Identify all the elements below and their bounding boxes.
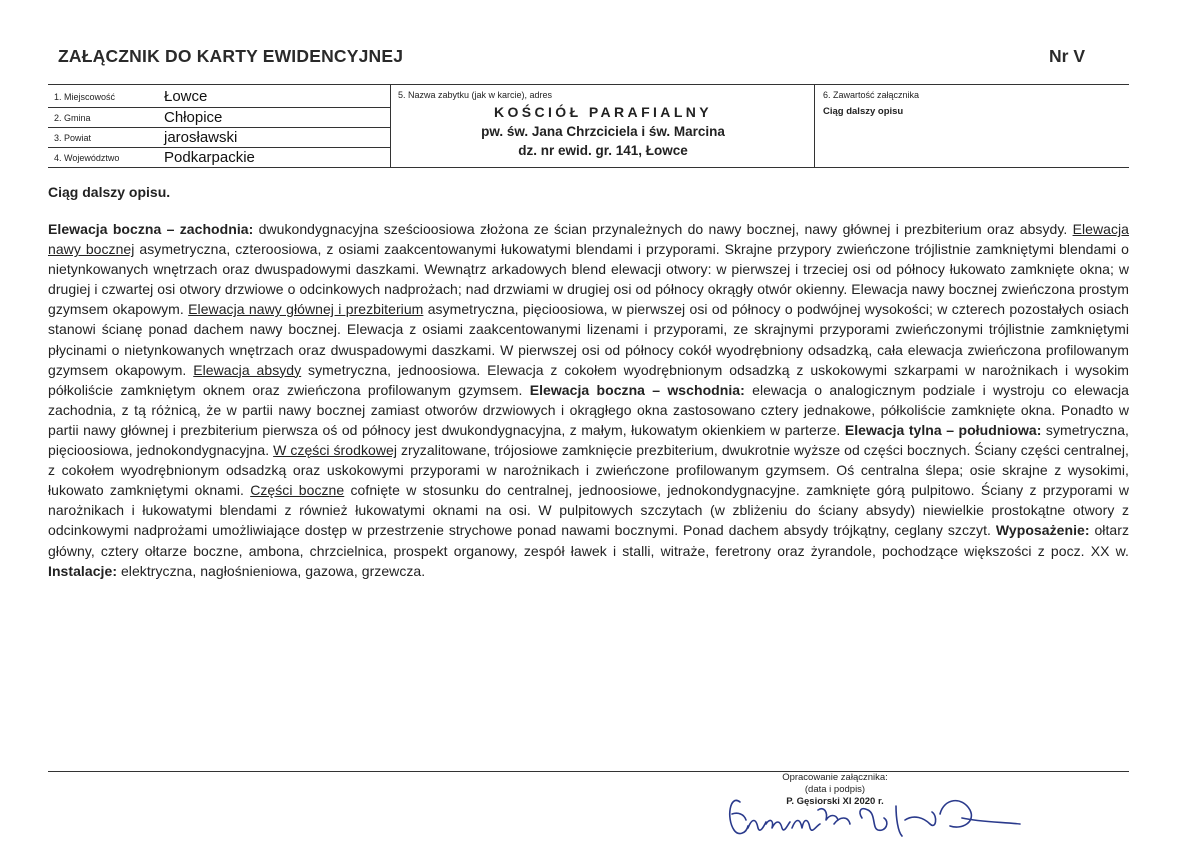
description-segment: elewacja o analogicznym podziale i wystroju co elewacja zachodnia, z tą różnicą, że w partii nawy bocznej zamiast otworów drzwiowych i okrągłego okna zastosowano cztery jednakowe, półkoliście zamknięte okna. Ponadto w partii nawy głównej i prezbiterium pierwsza oś od północy jest dwukondygnacyjna, z małym, łukowatym okienkiem w parterze.	[48, 381, 1129, 438]
header-table	[48, 84, 1129, 168]
subsection-label: Instalacje:	[48, 562, 118, 579]
content-value: Ciąg dalszy opisu	[823, 106, 904, 117]
description-segment: ołtarz główny, cztery ołtarze boczne, ambona, chrzcielnica, prospekt organowy, zespół ławek i stalli, witraże, feretrony oraz żyrandole, pochodzące większości z pocz. XX w.	[48, 522, 1130, 559]
subsection-label: Elewacja boczna – wschodnia:	[529, 381, 745, 398]
monument-address: dz. nr ewid. gr. 141, Łowce	[518, 143, 688, 158]
emphasized-term: Elewacja nawy głównej i prezbiterium	[188, 301, 424, 318]
location-value: Łowce	[164, 88, 208, 105]
monument-name: KOŚCIÓŁ PARAFIALNY	[493, 104, 713, 120]
description-segment: zryzalitowane, trójosiowe zamknięcie prezbiterium, dwukrotnie wyższe od części bocznych. Ściany części centralnej, z cokołem wyodrębnionym odsadzką oraz uskokowymi przyporami w narożnikach i zwieńczone profilowanym gzymsem. Oś centralna ślepa; osie skrajne z wysokimi, łukowato zamkniętymi oknami.	[48, 442, 1129, 499]
description-segment: asymetryczna, czteroosiowa, z osiami zaakcentowanymi łukowatymi blendami i przyporami. Skrajne przypory zwieńczone trójlistnie zamkniętymi blendami o nietynkowanych wnętrzach oraz dwuspadowymi daszkami. Wewnątrz arkadowych blend elewacji otwory: w pierwszej i trzeciej osi od północy łukowato zamknięte okna; w drugiej i czwartej osi otwory drzwiowe o odcinkowych nadprożach; nad drzwiami w drugiej osi od północy okrągły otwór okienny. Elewacja nawy bocznej zwieńczona prostym gzymsem okapowym.	[48, 241, 1129, 318]
content-label: 6. Zawartość załącznika	[823, 90, 920, 100]
location-row-commune	[48, 107, 390, 128]
emphasized-term: W części środkowej	[273, 442, 397, 459]
subsection-label: Elewacja tylna – południowa:	[844, 421, 1042, 438]
description-segment: symetryczna, jednoosiowa. Elewacja z cokołem wyodrębnionym odsadzką z uskokowymi szkarpami w narożnikach i wysokim półkoliście zamkniętym oknem oraz zwieńczona profilowanym gzymsem.	[48, 361, 1129, 398]
attachment-number: Nr V	[1049, 46, 1085, 66]
description-segment: symetryczna, pięcioosiowa, jednokondygnacyjna.	[48, 421, 1129, 459]
emphasized-term: Części boczne	[250, 482, 345, 499]
location-label: 1. Miejscowość	[54, 92, 116, 102]
content-column	[814, 85, 1129, 167]
location-row-county	[48, 127, 390, 148]
description-segment: elektryczna, nagłośnieniowa, gazowa, grzewcza.	[117, 562, 426, 579]
location-value: Chłopice	[164, 109, 223, 126]
page-title: ZAŁĄCZNIK DO KARTY EWIDENCYJNEJ	[58, 46, 404, 66]
location-label: 3. Powiat	[54, 133, 92, 143]
location-row-town	[48, 87, 390, 107]
prepared-author: P. Gęsiorski XI 2020 r.	[786, 796, 884, 807]
subsection-label: Elewacja boczna – zachodnia:	[48, 221, 254, 237]
description-segment: cofnięte w stosunku do centralnej, jednoosiowe, jednokondygnacyjne. zamknięte górą pulpitowo. Ściany z przyporami w narożnikach i łukowatymi blendami z również łukowatymi oknami na osi. W pulpitowych szczytach (w zbliżeniu do ściany absydy) niewielkie prostokątne otwory z odcinkowymi nadprożami umożliwiające dostęp w przestrzenie strychowe ponad nawami bocznymi. Ponad dachem absydy trójkątny, ceglany szczyt.	[48, 482, 1129, 539]
description-segment: asymetryczna, pięcioosiowa, w pierwszej osi od północy o podwójnej wysokości; w czterech pozostałych osiach stanowi ścianę ponad dachem nawy bocznej. Elewacja z osiami zaakcentowanymi lizenami i przyporami, ze skrajnymi przyporami zwieńczonymi trójlistnie zamkniętymi płycinami o nietynkowanych wnętrzach oraz dwuspadowymi daszkami. W pierwszej osi od północy cokół wyodrębniony odsadzką, cała elewacja zwieńczona profilowanym gzymsem okapowym.	[48, 301, 1129, 378]
prepared-sublabel: (data i podpis)	[804, 784, 866, 795]
bottom-divider	[48, 771, 1129, 772]
emphasized-term: Elewacja absydy	[193, 361, 302, 378]
monument-dedication: pw. św. Jana Chrzciciela i św. Marcina	[481, 124, 725, 139]
location-value: Podkarpackie	[164, 149, 255, 166]
monument-column	[390, 85, 815, 167]
location-label: 2. Gmina	[54, 113, 91, 123]
location-column	[48, 85, 390, 167]
prepared-label: Opracowanie załącznika:	[782, 772, 888, 783]
subsection-label: Wyposażenie:	[995, 522, 1090, 539]
handwritten-signature-icon	[700, 788, 1030, 846]
description-text	[48, 219, 1129, 581]
section-heading: Ciąg dalszy opisu.	[48, 184, 171, 200]
location-row-voivodeship	[48, 147, 390, 168]
emphasized-term: Elewacja nawy bocznej	[48, 221, 1129, 258]
description-segment: dwukondygnacyjna sześcioosiowa złożona ze ścian przynależnych do nawy bocznej, nawy głównej i prezbiterium oraz absydy.	[253, 221, 1073, 237]
location-label: 4. Województwo	[54, 153, 120, 163]
location-value: jarosławski	[164, 129, 238, 146]
monument-label: 5. Nazwa zabytku (jak w karcie), adres	[398, 90, 553, 100]
